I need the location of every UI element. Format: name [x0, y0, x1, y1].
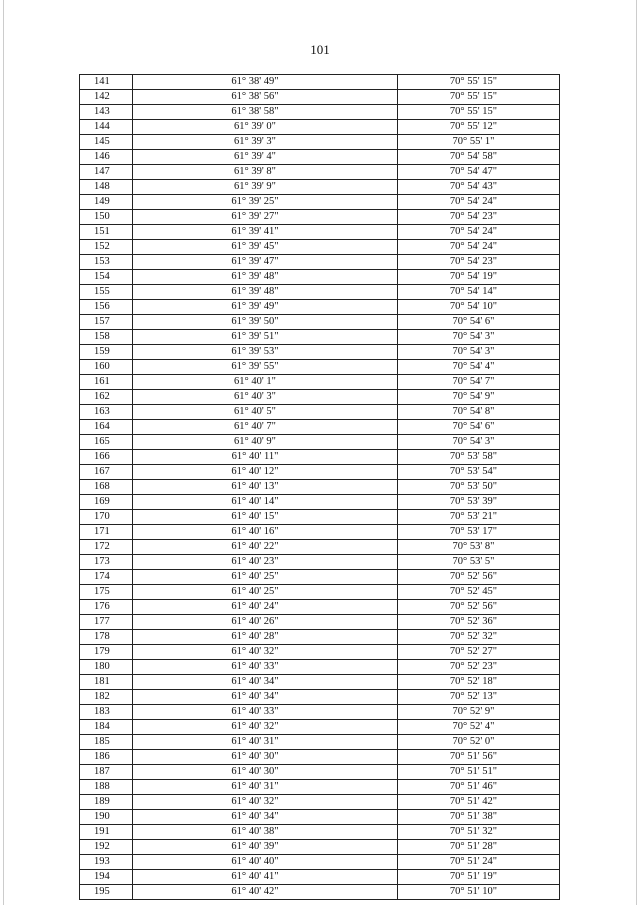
latitude-cell: 61° 39' 3" [133, 135, 398, 150]
latitude-cell: 61° 40' 28" [133, 630, 398, 645]
latitude-cell: 61° 39' 55" [133, 360, 398, 375]
latitude-cell: 61° 40' 30" [133, 750, 398, 765]
point-number-cell: 168 [80, 480, 133, 495]
table-row [80, 720, 560, 735]
latitude-cell: 61° 39' 41" [133, 225, 398, 240]
latitude-cell: 61° 40' 3" [133, 390, 398, 405]
table-row [80, 870, 560, 885]
point-number-cell: 141 [80, 75, 133, 90]
table-row [80, 675, 560, 690]
table-row [80, 225, 560, 240]
table-row [80, 630, 560, 645]
latitude-cell: 61° 40' 22" [133, 540, 398, 555]
coordinates-table-body [80, 75, 560, 900]
point-number-cell: 157 [80, 315, 133, 330]
longitude-cell: 70° 54' 24" [398, 195, 560, 210]
point-number-cell: 156 [80, 300, 133, 315]
latitude-cell: 61° 40' 34" [133, 675, 398, 690]
point-number-cell: 184 [80, 720, 133, 735]
table-row [80, 780, 560, 795]
table-row [80, 105, 560, 120]
point-number-cell: 194 [80, 870, 133, 885]
longitude-cell: 70° 51' 56" [398, 750, 560, 765]
longitude-cell: 70° 54' 6" [398, 315, 560, 330]
longitude-cell: 70° 54' 8" [398, 405, 560, 420]
longitude-cell: 70° 51' 51" [398, 765, 560, 780]
point-number-cell: 163 [80, 405, 133, 420]
table-row [80, 570, 560, 585]
table-row [80, 750, 560, 765]
point-number-cell: 154 [80, 270, 133, 285]
table-row [80, 525, 560, 540]
point-number-cell: 180 [80, 660, 133, 675]
point-number-cell: 147 [80, 165, 133, 180]
point-number-cell: 186 [80, 750, 133, 765]
latitude-cell: 61° 40' 25" [133, 570, 398, 585]
longitude-cell: 70° 53' 5" [398, 555, 560, 570]
table-row [80, 165, 560, 180]
point-number-cell: 167 [80, 465, 133, 480]
point-number-cell: 160 [80, 360, 133, 375]
latitude-cell: 61° 39' 8" [133, 165, 398, 180]
latitude-cell: 61° 39' 47" [133, 255, 398, 270]
latitude-cell: 61° 38' 56" [133, 90, 398, 105]
point-number-cell: 170 [80, 510, 133, 525]
table-row [80, 495, 560, 510]
point-number-cell: 142 [80, 90, 133, 105]
table-row [80, 705, 560, 720]
longitude-cell: 70° 54' 24" [398, 240, 560, 255]
longitude-cell: 70° 54' 6" [398, 420, 560, 435]
longitude-cell: 70° 55' 15" [398, 90, 560, 105]
point-number-cell: 177 [80, 615, 133, 630]
latitude-cell: 61° 39' 0" [133, 120, 398, 135]
scan-edge-left [3, 0, 4, 905]
table-row [80, 555, 560, 570]
latitude-cell: 61° 40' 25" [133, 585, 398, 600]
longitude-cell: 70° 52' 32" [398, 630, 560, 645]
point-number-cell: 152 [80, 240, 133, 255]
table-row [80, 645, 560, 660]
latitude-cell: 61° 39' 50" [133, 315, 398, 330]
longitude-cell: 70° 54' 58" [398, 150, 560, 165]
longitude-cell: 70° 52' 27" [398, 645, 560, 660]
point-number-cell: 178 [80, 630, 133, 645]
coordinates-table [79, 74, 560, 900]
table-row [80, 420, 560, 435]
latitude-cell: 61° 39' 49" [133, 300, 398, 315]
point-number-cell: 192 [80, 840, 133, 855]
latitude-cell: 61° 38' 49" [133, 75, 398, 90]
table-row [80, 885, 560, 900]
table-row [80, 795, 560, 810]
table-row [80, 615, 560, 630]
longitude-cell: 70° 54' 7" [398, 375, 560, 390]
table-row [80, 600, 560, 615]
point-number-cell: 190 [80, 810, 133, 825]
longitude-cell: 70° 52' 56" [398, 570, 560, 585]
longitude-cell: 70° 55' 12" [398, 120, 560, 135]
longitude-cell: 70° 51' 28" [398, 840, 560, 855]
table-row [80, 195, 560, 210]
latitude-cell: 61° 40' 30" [133, 765, 398, 780]
longitude-cell: 70° 52' 18" [398, 675, 560, 690]
longitude-cell: 70° 53' 17" [398, 525, 560, 540]
point-number-cell: 146 [80, 150, 133, 165]
longitude-cell: 70° 52' 0" [398, 735, 560, 750]
point-number-cell: 164 [80, 420, 133, 435]
point-number-cell: 161 [80, 375, 133, 390]
table-row [80, 810, 560, 825]
latitude-cell: 61° 39' 9" [133, 180, 398, 195]
longitude-cell: 70° 51' 10" [398, 885, 560, 900]
table-row [80, 735, 560, 750]
latitude-cell: 61° 39' 25" [133, 195, 398, 210]
latitude-cell: 61° 40' 42" [133, 885, 398, 900]
point-number-cell: 171 [80, 525, 133, 540]
point-number-cell: 176 [80, 600, 133, 615]
longitude-cell: 70° 54' 24" [398, 225, 560, 240]
table-row [80, 90, 560, 105]
point-number-cell: 195 [80, 885, 133, 900]
table-row [80, 390, 560, 405]
latitude-cell: 61° 40' 11" [133, 450, 398, 465]
point-number-cell: 173 [80, 555, 133, 570]
latitude-cell: 61° 40' 5" [133, 405, 398, 420]
longitude-cell: 70° 54' 3" [398, 345, 560, 360]
longitude-cell: 70° 54' 3" [398, 330, 560, 345]
latitude-cell: 61° 39' 45" [133, 240, 398, 255]
point-number-cell: 143 [80, 105, 133, 120]
point-number-cell: 151 [80, 225, 133, 240]
latitude-cell: 61° 40' 32" [133, 645, 398, 660]
latitude-cell: 61° 39' 53" [133, 345, 398, 360]
point-number-cell: 169 [80, 495, 133, 510]
table-row [80, 240, 560, 255]
latitude-cell: 61° 39' 48" [133, 285, 398, 300]
point-number-cell: 189 [80, 795, 133, 810]
latitude-cell: 61° 40' 14" [133, 495, 398, 510]
table-row [80, 315, 560, 330]
latitude-cell: 61° 39' 48" [133, 270, 398, 285]
table-row [80, 150, 560, 165]
longitude-cell: 70° 51' 32" [398, 825, 560, 840]
latitude-cell: 61° 40' 1" [133, 375, 398, 390]
point-number-cell: 165 [80, 435, 133, 450]
table-row [80, 300, 560, 315]
table-row [80, 540, 560, 555]
table-row [80, 840, 560, 855]
longitude-cell: 70° 54' 9" [398, 390, 560, 405]
longitude-cell: 70° 53' 8" [398, 540, 560, 555]
point-number-cell: 158 [80, 330, 133, 345]
point-number-cell: 193 [80, 855, 133, 870]
table-row [80, 270, 560, 285]
table-row [80, 375, 560, 390]
longitude-cell: 70° 52' 4" [398, 720, 560, 735]
longitude-cell: 70° 54' 10" [398, 300, 560, 315]
longitude-cell: 70° 53' 50" [398, 480, 560, 495]
point-number-cell: 155 [80, 285, 133, 300]
point-number-cell: 185 [80, 735, 133, 750]
longitude-cell: 70° 51' 24" [398, 855, 560, 870]
longitude-cell: 70° 51' 19" [398, 870, 560, 885]
longitude-cell: 70° 54' 23" [398, 255, 560, 270]
point-number-cell: 179 [80, 645, 133, 660]
table-row [80, 585, 560, 600]
latitude-cell: 61° 40' 39" [133, 840, 398, 855]
point-number-cell: 182 [80, 690, 133, 705]
latitude-cell: 61° 40' 38" [133, 825, 398, 840]
latitude-cell: 61° 39' 4" [133, 150, 398, 165]
point-number-cell: 166 [80, 450, 133, 465]
table-row [80, 345, 560, 360]
table-row [80, 825, 560, 840]
scan-edge-right [636, 0, 637, 905]
latitude-cell: 61° 40' 33" [133, 705, 398, 720]
latitude-cell: 61° 40' 23" [133, 555, 398, 570]
longitude-cell: 70° 53' 21" [398, 510, 560, 525]
table-row [80, 135, 560, 150]
longitude-cell: 70° 55' 15" [398, 105, 560, 120]
point-number-cell: 191 [80, 825, 133, 840]
longitude-cell: 70° 52' 23" [398, 660, 560, 675]
point-number-cell: 162 [80, 390, 133, 405]
page-number: 101 [310, 42, 330, 57]
table-row [80, 180, 560, 195]
longitude-cell: 70° 53' 54" [398, 465, 560, 480]
point-number-cell: 175 [80, 585, 133, 600]
latitude-cell: 61° 40' 16" [133, 525, 398, 540]
longitude-cell: 70° 51' 42" [398, 795, 560, 810]
table-row [80, 120, 560, 135]
table-row [80, 330, 560, 345]
longitude-cell: 70° 52' 9" [398, 705, 560, 720]
point-number-cell: 183 [80, 705, 133, 720]
longitude-cell: 70° 52' 45" [398, 585, 560, 600]
latitude-cell: 61° 40' 15" [133, 510, 398, 525]
longitude-cell: 70° 52' 56" [398, 600, 560, 615]
longitude-cell: 70° 54' 3" [398, 435, 560, 450]
table-row [80, 690, 560, 705]
latitude-cell: 61° 40' 31" [133, 780, 398, 795]
point-number-cell: 187 [80, 765, 133, 780]
point-number-cell: 188 [80, 780, 133, 795]
latitude-cell: 61° 40' 33" [133, 660, 398, 675]
latitude-cell: 61° 40' 24" [133, 600, 398, 615]
latitude-cell: 61° 40' 7" [133, 420, 398, 435]
point-number-cell: 145 [80, 135, 133, 150]
table-row [80, 435, 560, 450]
longitude-cell: 70° 54' 19" [398, 270, 560, 285]
longitude-cell: 70° 54' 47" [398, 165, 560, 180]
longitude-cell: 70° 51' 46" [398, 780, 560, 795]
latitude-cell: 61° 40' 31" [133, 735, 398, 750]
longitude-cell: 70° 55' 15" [398, 75, 560, 90]
longitude-cell: 70° 52' 13" [398, 690, 560, 705]
point-number-cell: 174 [80, 570, 133, 585]
point-number-cell: 149 [80, 195, 133, 210]
point-number-cell: 159 [80, 345, 133, 360]
latitude-cell: 61° 39' 51" [133, 330, 398, 345]
point-number-cell: 144 [80, 120, 133, 135]
latitude-cell: 61° 40' 32" [133, 720, 398, 735]
point-number-cell: 150 [80, 210, 133, 225]
latitude-cell: 61° 40' 34" [133, 690, 398, 705]
latitude-cell: 61° 40' 9" [133, 435, 398, 450]
longitude-cell: 70° 54' 14" [398, 285, 560, 300]
longitude-cell: 70° 53' 58" [398, 450, 560, 465]
table-row [80, 285, 560, 300]
point-number-cell: 172 [80, 540, 133, 555]
latitude-cell: 61° 39' 27" [133, 210, 398, 225]
table-row [80, 360, 560, 375]
table-row [80, 660, 560, 675]
latitude-cell: 61° 40' 12" [133, 465, 398, 480]
point-number-cell: 181 [80, 675, 133, 690]
table-row [80, 405, 560, 420]
table-row [80, 465, 560, 480]
latitude-cell: 61° 40' 34" [133, 810, 398, 825]
longitude-cell: 70° 53' 39" [398, 495, 560, 510]
longitude-cell: 70° 54' 23" [398, 210, 560, 225]
longitude-cell: 70° 52' 36" [398, 615, 560, 630]
latitude-cell: 61° 40' 32" [133, 795, 398, 810]
latitude-cell: 61° 40' 40" [133, 855, 398, 870]
table-row [80, 75, 560, 90]
table-row [80, 255, 560, 270]
table-row [80, 510, 560, 525]
longitude-cell: 70° 54' 4" [398, 360, 560, 375]
latitude-cell: 61° 38' 58" [133, 105, 398, 120]
longitude-cell: 70° 55' 1" [398, 135, 560, 150]
latitude-cell: 61° 40' 13" [133, 480, 398, 495]
point-number-cell: 153 [80, 255, 133, 270]
latitude-cell: 61° 40' 41" [133, 870, 398, 885]
point-number-cell: 148 [80, 180, 133, 195]
table-row [80, 765, 560, 780]
table-row [80, 855, 560, 870]
latitude-cell: 61° 40' 26" [133, 615, 398, 630]
table-row [80, 480, 560, 495]
table-row [80, 450, 560, 465]
longitude-cell: 70° 51' 38" [398, 810, 560, 825]
longitude-cell: 70° 54' 43" [398, 180, 560, 195]
table-row [80, 210, 560, 225]
